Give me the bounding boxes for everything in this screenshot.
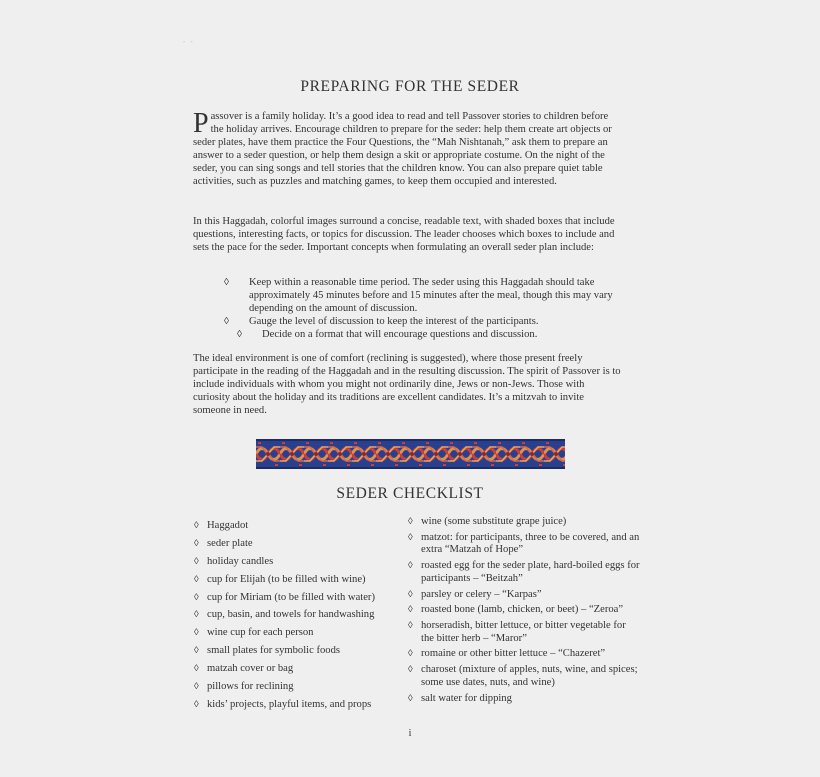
decorative-banner xyxy=(256,439,565,469)
checklist-item-text: cup, basin, and towels for handwashing xyxy=(207,609,375,621)
checklist-item xyxy=(194,538,404,551)
checklist-item-text: cup for Miriam (to be filled with water) xyxy=(207,591,375,603)
diamond-bullet-icon: ◊ xyxy=(194,699,199,710)
diamond-bullet-icon: ◊ xyxy=(194,521,199,531)
diamond-bullet-icon: ◊ xyxy=(194,592,199,603)
checklist-item-text: cup for Elijah (to be filled with wine) xyxy=(207,573,366,585)
checklist-item xyxy=(194,556,404,569)
checklist-item xyxy=(408,589,640,602)
diamond-bullet-icon: ◊ xyxy=(408,532,413,543)
page-title: PREPARING FOR THE SEDER xyxy=(300,78,520,95)
diamond-bullet-icon: ◊ xyxy=(194,556,199,567)
drop-cap: P xyxy=(193,108,209,139)
diamond-bullet-icon: ◊ xyxy=(194,610,199,621)
checklist-item xyxy=(194,645,404,658)
checklist-item xyxy=(408,664,640,689)
concept-text: Keep within a reasonable time period. The seder using this Haggadah should take approximately 45 minutes before and 15 minutes after the meal, though this may vary depending on the amount of discussion. xyxy=(249,277,613,315)
diamond-bullet-icon: ◊ xyxy=(408,621,413,632)
diamond-bullet-icon: ◊ xyxy=(237,329,242,341)
diamond-bullet-icon: ◊ xyxy=(194,574,199,585)
concept-text: Decide on a format that will encourage questions and discussion. xyxy=(262,329,538,341)
checklist-item-text: kids’ projects, playful items, and props xyxy=(207,698,372,710)
checklist-right-column xyxy=(408,516,640,708)
environment-paragraph: The ideal environment is one of comfort (reclining is suggested), where those present freely participate in the reading of the Haggadah and in the resulting discussion. The spirit of Passover is to include individuals with whom you might not ordinarily dine, Jews or non-Jews. Those with curiosity about the holiday and its traditions are excellent candidates. It’s a mitzvah to invite someone in need. xyxy=(193,353,621,417)
checklist-item-text: charoset (mixture of apples, nuts, wine, and spices; some use dates, nuts, and wine) xyxy=(421,664,638,688)
checklist-item-text: roasted egg for the seder plate, hard-boiled eggs for participants – “Beitzah” xyxy=(421,560,640,584)
checklist-item xyxy=(194,609,404,622)
intro-text: assover is a family holiday. It’s a good idea to read and tell Passover stories to children before the holiday arrives. Encourage children to prepare for the seder: help them create art objects or seder plates, have them practice the Four Questions, the “Mah Nishtanah,” ask them to prepare an answer to a seder question, or help them design a skit or appropriate costume. On the night of the seder, you can sing songs and tell stories that the children know. You can also prepare quiet table activities, such as puzzles and matching games, to keep them occupied and interested. xyxy=(193,111,612,188)
checklist-item xyxy=(194,592,404,605)
checklist-item xyxy=(408,620,640,645)
diamond-bullet-icon: ◊ xyxy=(224,277,229,288)
checklist-left-column xyxy=(194,520,404,717)
diamond-bullet-icon: ◊ xyxy=(408,589,413,600)
checklist-item-text: seder plate xyxy=(207,537,253,549)
checklist-item xyxy=(194,627,404,640)
checklist-item-text: roasted bone (lamb, chicken, or beet) – “Zeroa” xyxy=(421,604,624,616)
checklist-item-text: matzah cover or bag xyxy=(207,663,294,675)
checklist-item xyxy=(194,520,404,533)
checklist-item xyxy=(194,699,404,712)
concept-text: Gauge the level of discussion to keep the interest of the participants. xyxy=(249,316,539,328)
checklist-item-text: horseradish, bitter lettuce, or bitter vegetable for the bitter herb – “Maror” xyxy=(421,620,626,644)
checklist-item-text: small plates for symbolic foods xyxy=(207,645,340,657)
diamond-bullet-icon: ◊ xyxy=(408,517,413,527)
checklist-item xyxy=(408,693,640,706)
checklist-item-text: wine cup for each person xyxy=(207,627,314,639)
checklist-item xyxy=(408,604,640,617)
diamond-bullet-icon: ◊ xyxy=(408,649,413,660)
concept-item xyxy=(237,328,614,341)
checklist-item-text: pillows for reclining xyxy=(207,681,294,693)
checklist-item-text: wine (some substitute grape juice) xyxy=(421,516,567,527)
checklist-item xyxy=(194,681,404,694)
diamond-bullet-icon: ◊ xyxy=(194,664,199,675)
checklist-item-text: holiday candles xyxy=(207,555,274,567)
diamond-bullet-icon: ◊ xyxy=(194,682,199,693)
diamond-bullet-icon: ◊ xyxy=(224,316,229,328)
diamond-bullet-icon: ◊ xyxy=(194,538,199,549)
diamond-bullet-icon: ◊ xyxy=(194,628,199,639)
checklist-item xyxy=(194,663,404,676)
checklist-item-text: salt water for dipping xyxy=(421,692,512,704)
page-number: i xyxy=(408,728,412,739)
checklist-item-text: Haggadot xyxy=(207,520,249,531)
checklist-title: SEDER CHECKLIST xyxy=(336,485,484,502)
checklist-item xyxy=(408,648,640,661)
checklist-item-text: matzot: for participants, three to be covered, and an extra “Matzah of Hope” xyxy=(421,531,640,556)
checklist-item xyxy=(408,516,640,529)
diamond-bullet-icon: ◊ xyxy=(408,665,413,676)
checklist-item xyxy=(194,574,404,587)
diamond-bullet-icon: ◊ xyxy=(408,561,413,572)
diamond-bullet-icon: ◊ xyxy=(408,693,413,704)
haggadah-paragraph: In this Haggadah, colorful images surround a concise, readable text, with shaded boxes that include questions, interesting facts, or topics for discussion. The leader chooses which boxes to include and sets the pace for the seder. Important concepts when formulating an overall seder plan include: xyxy=(193,216,615,254)
concept-item xyxy=(224,276,614,315)
concepts-list xyxy=(224,276,614,341)
decorative-dots: • • xyxy=(183,40,195,46)
checklist-item-text: parsley or celery – “Karpas” xyxy=(421,588,542,600)
checklist-item xyxy=(408,532,640,557)
intro-paragraph xyxy=(193,110,623,189)
diamond-bullet-icon: ◊ xyxy=(408,605,413,616)
diamond-bullet-icon: ◊ xyxy=(194,646,199,657)
checklist-item-text: romaine or other bitter lettuce – “Chazeret” xyxy=(421,648,606,660)
concept-item xyxy=(224,315,614,328)
checklist-item xyxy=(408,560,640,585)
